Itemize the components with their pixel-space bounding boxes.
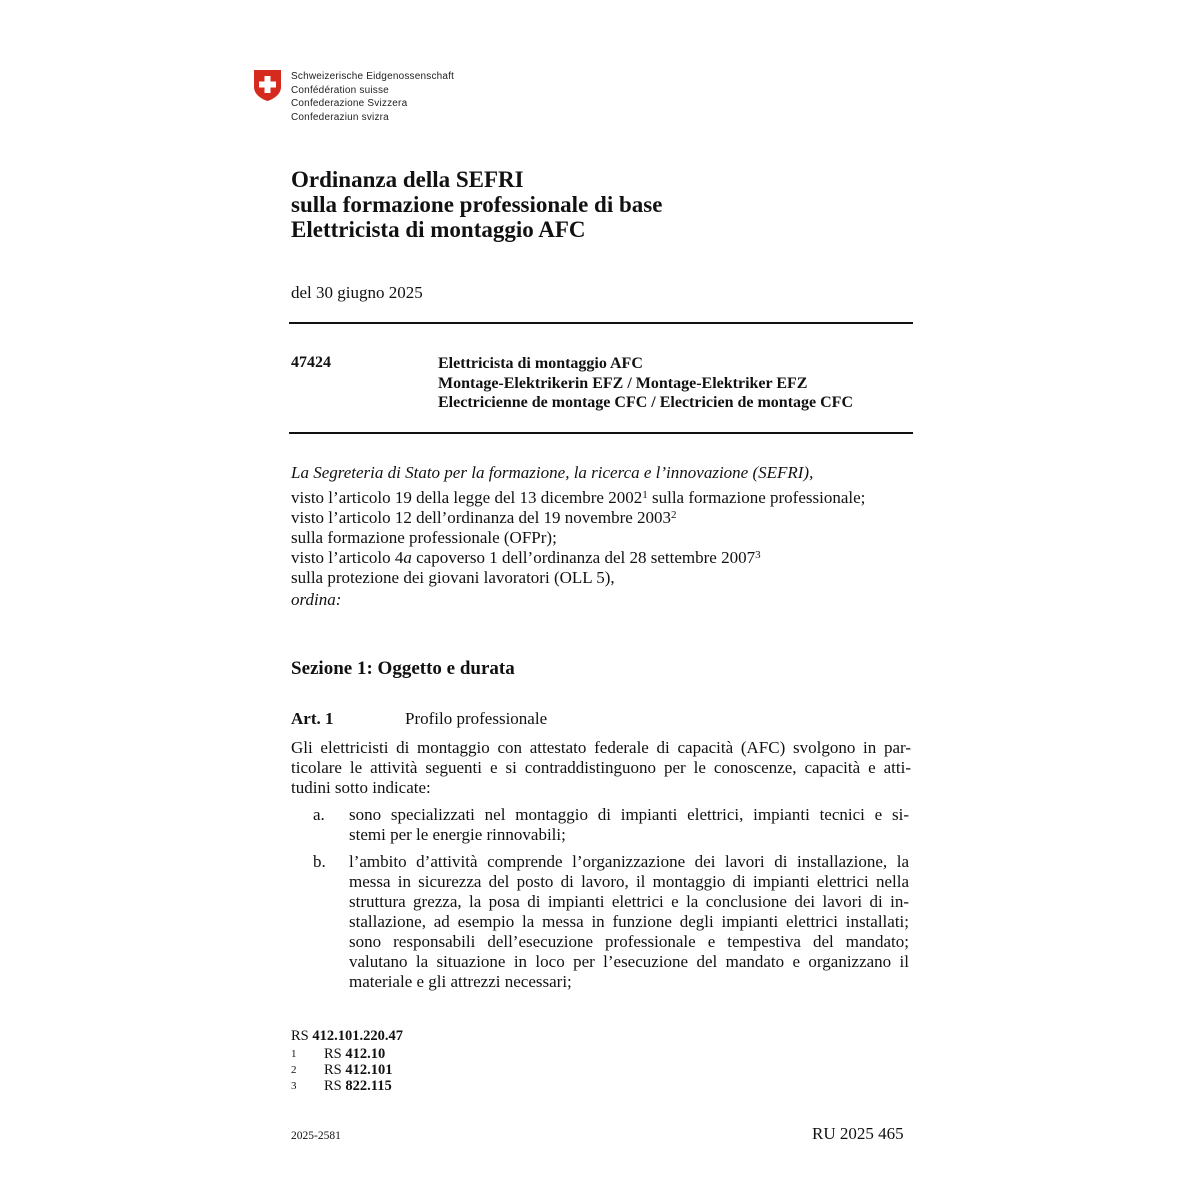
divider-bottom bbox=[289, 432, 913, 434]
rs-reference bbox=[291, 1028, 403, 1044]
preamble-line bbox=[291, 548, 921, 568]
list-item-line: stemi per le energie rinnovabili; bbox=[349, 825, 566, 844]
profession-name: Elettricista di montaggio AFC bbox=[438, 355, 643, 372]
preamble-text: a bbox=[403, 548, 412, 567]
rs-number: 412.101.220.47 bbox=[312, 1028, 403, 1044]
preamble-line bbox=[291, 488, 921, 508]
footnote bbox=[291, 1078, 392, 1094]
preamble-text: visto l’articolo 12 dell’ordinanza del 19 novembre 2003 bbox=[291, 508, 672, 527]
footnote-ref[interactable]: 2 bbox=[671, 509, 677, 521]
intro-line: Gli elettricisti di montaggio con attestato federale di capacità (AFC) svolgono in par- bbox=[291, 738, 911, 757]
list-item-line: sono responsabili dell’esecuzione professionale e tempestiva del mandato; bbox=[349, 932, 909, 951]
profession-name: Montage-Elektrikerin EFZ / Montage-Elektriker EFZ bbox=[438, 374, 808, 392]
footnote-prefix: RS bbox=[324, 1062, 342, 1078]
title-line: sulla formazione professionale di base bbox=[291, 192, 663, 217]
list-item-line: l’ambito d’attività comprende l’organizzazione dei lavori di installazione, la bbox=[349, 852, 909, 871]
footnote-prefix: RS bbox=[324, 1046, 342, 1062]
list-item bbox=[349, 805, 909, 845]
article-number: Art. 1 bbox=[291, 709, 334, 728]
title-line: Ordinanza della SEFRI bbox=[291, 167, 524, 192]
intro-line: ticolare le attività seguenti e si contraddistinguono per le conoscenze, capacità e atti- bbox=[291, 758, 911, 777]
footnote-ref[interactable]: 3 bbox=[755, 549, 761, 561]
swiss-cross-icon bbox=[253, 69, 282, 107]
list-item-line: sono specializzati nel montaggio di impianti elettrici, impianti tecnici e si- bbox=[349, 805, 909, 824]
footnote-mark: 3 bbox=[291, 1080, 297, 1092]
article-title: Profilo professionale bbox=[405, 709, 548, 728]
footnote-number: 412.10 bbox=[345, 1046, 386, 1062]
article-intro bbox=[291, 738, 911, 798]
preamble-text: visto l’articolo 19 della legge del 13 dicembre 2002 bbox=[291, 488, 643, 507]
document-date: del 30 giugno 2025 bbox=[291, 283, 423, 302]
intro-line: tudini sotto indicate: bbox=[291, 778, 431, 797]
list-item-line: struttura grezza, la posa di impianti elettrici e la conclusione dei lavori di in- bbox=[349, 892, 909, 911]
preamble-text: capoverso 1 dell’ordinanza del 28 settembre 2007 bbox=[411, 548, 756, 567]
footnote-number: 822.115 bbox=[345, 1078, 392, 1094]
preamble-line bbox=[291, 508, 921, 528]
preamble-line: sulla formazione professionale (OFPr); bbox=[291, 528, 557, 547]
publication-reference: RU 2025 465 bbox=[812, 1124, 904, 1143]
confederation-line: Confederaziun svizra bbox=[291, 111, 389, 123]
document-id: 2025-2581 bbox=[291, 1130, 341, 1142]
preamble-authority: La Segreteria di Stato per la formazione, la ricerca e l’innovazione (SEFRI), bbox=[291, 463, 814, 482]
footnote-ref[interactable]: 1 bbox=[642, 489, 648, 501]
footnote-prefix: RS bbox=[324, 1078, 342, 1094]
list-item-line: materiale e gli attrezzi necessari; bbox=[349, 972, 572, 991]
list-item-line: messa in sicurezza del posto di lavoro, il montaggio di impianti elettrici nella bbox=[349, 872, 909, 891]
footnote-number: 412.101 bbox=[345, 1062, 393, 1078]
confederation-line: Schweizerische Eidgenossenschaft bbox=[291, 71, 455, 82]
document-title bbox=[291, 167, 662, 242]
profession-name: Electricienne de montage CFC / Electricien de montage CFC bbox=[438, 394, 854, 411]
preamble-text: visto l’articolo 4 bbox=[291, 548, 404, 567]
footnote bbox=[291, 1062, 393, 1078]
list-item-line: stallazione, ad esempio la messa in funzione degli impianti elettrici installati; bbox=[349, 912, 909, 931]
footnote bbox=[291, 1046, 385, 1062]
confederation-line: Confederazione Svizzera bbox=[291, 98, 408, 109]
footnote-mark: 1 bbox=[291, 1048, 297, 1060]
list-item-line: valutano la situazione in loco per l’esecuzione del mandato e organizzano il bbox=[349, 952, 909, 971]
list-item bbox=[349, 852, 909, 992]
confederation-line: Confédération suisse bbox=[291, 84, 389, 96]
footnote-mark: 2 bbox=[291, 1064, 297, 1076]
divider-top bbox=[289, 322, 913, 324]
profession-code: 47424 bbox=[291, 354, 331, 371]
preamble-line: sulla protezione dei giovani lavoratori (OLL 5), bbox=[291, 568, 615, 587]
title-line: Elettricista di montaggio AFC bbox=[291, 217, 586, 242]
profession-names bbox=[438, 354, 853, 413]
list-item-letter: b. bbox=[313, 852, 326, 871]
section-heading: Sezione 1: Oggetto e durata bbox=[291, 658, 515, 679]
preamble-text: sulla formazione professionale; bbox=[647, 488, 866, 507]
preamble-orders: ordina: bbox=[291, 590, 342, 609]
confederation-names bbox=[291, 70, 454, 124]
rs-prefix: RS bbox=[291, 1028, 309, 1044]
preamble bbox=[291, 463, 921, 610]
list-item-letter: a. bbox=[313, 805, 325, 824]
